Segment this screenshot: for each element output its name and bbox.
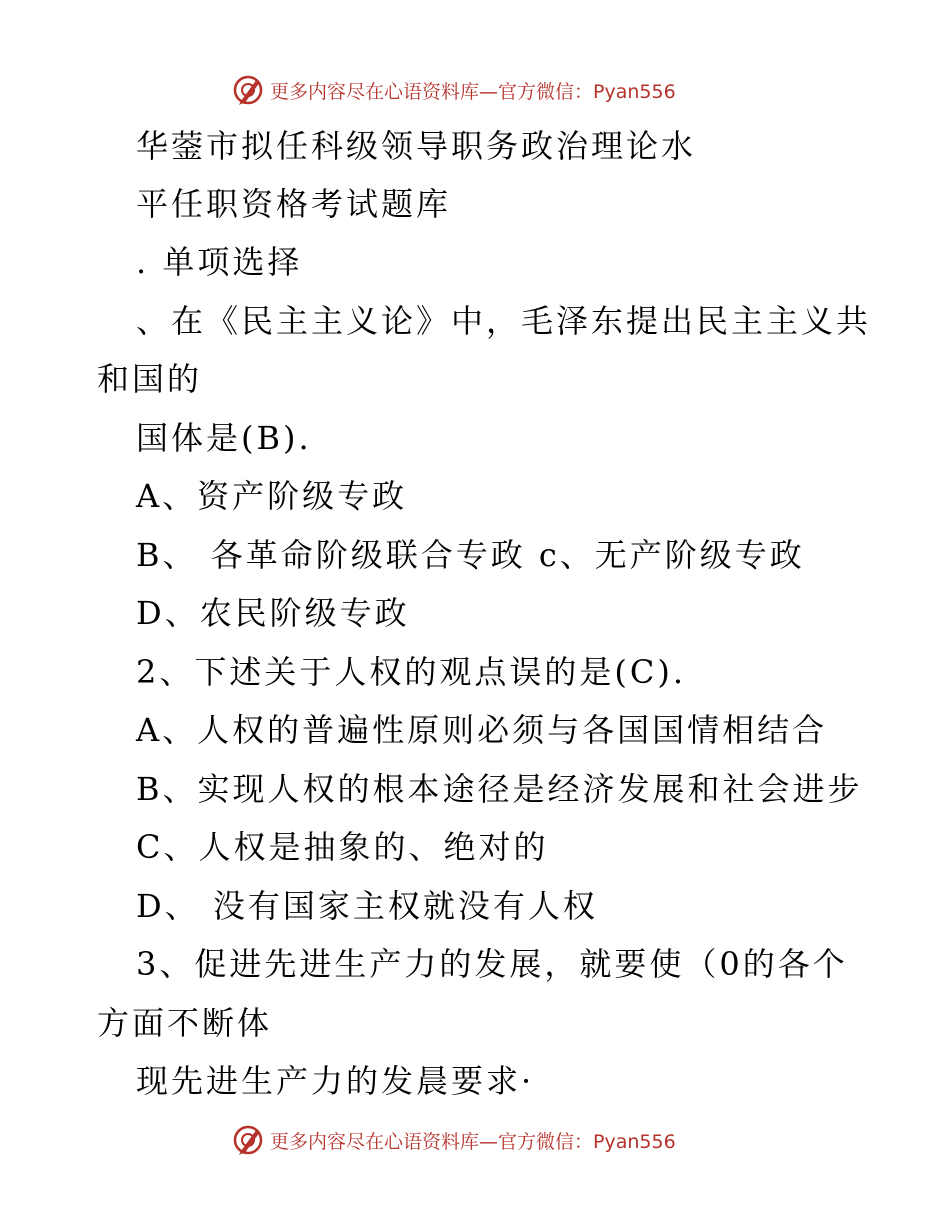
question-1-text-cont: 和国的 [97,360,203,398]
question-1-answer-line: 国体是(B). [136,419,312,457]
header-watermark [232,70,732,110]
question-2-option-a: A、人权的普遍性原则必须与各国国情相结合 [136,711,828,749]
doc-title-line-1: 华蓥市拟任科级领导职务政治理论水 [136,127,697,165]
pen-logo-icon [232,74,264,106]
question-2-text: 2、下述关于人权的观点误的是(C). [136,653,686,691]
watermark-text: 更多内容尽在心语资料库—官方微信：Pyan556 [270,1130,676,1153]
question-3-text: 3、促进先进生产力的发展，就要使（0的各个 [136,945,848,983]
footer-watermark [232,1120,732,1160]
question-2-option-b: B、实现人权的根本途径是经济发展和社会进步 [136,770,863,808]
pen-logo-icon [232,1124,264,1156]
question-3-text-cont: 方面不断体 [97,1004,273,1042]
question-1-option-b-c: B、 各革命阶级联合专政 c、无产阶级专政 [136,536,805,574]
question-1-option-a: A、资产阶级专政 [136,477,408,515]
question-3-text-cont-2: 现先进生产力的发晨要求· [136,1062,535,1100]
watermark-text: 更多内容尽在心语资料库—官方微信：Pyan556 [270,80,676,103]
question-2-option-d: D、 没有国家主权就没有人权 [136,887,598,925]
question-1-option-d: D、农民阶级专政 [136,594,410,632]
question-2-option-c: C、人权是抽象的、绝对的 [136,828,549,866]
doc-title-line-2: 平任职资格考试题库 [136,185,452,223]
section-heading: . 单项选择 [136,243,303,281]
question-1-text: 、在《民主主义论》中，毛泽东提出民主主义共 [136,302,872,340]
